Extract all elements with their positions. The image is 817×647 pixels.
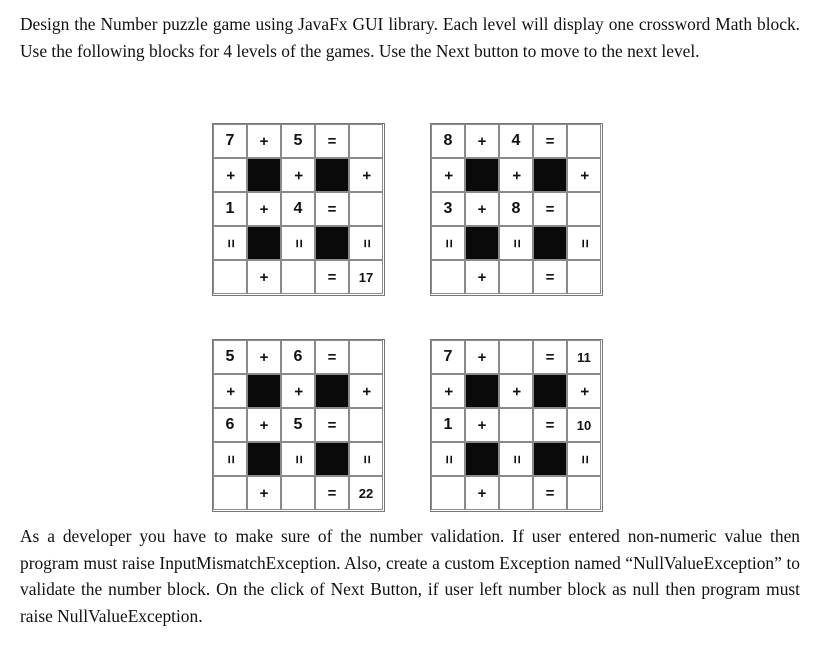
plus-cell: + — [465, 408, 499, 442]
empty-cell — [499, 408, 533, 442]
equals-cell: = — [499, 442, 533, 476]
empty-cell — [281, 476, 315, 510]
blocked-cell — [533, 226, 567, 260]
empty-cell — [281, 260, 315, 294]
number-cell: 5 — [281, 408, 315, 442]
number-cell: 11 — [567, 340, 601, 374]
empty-cell — [431, 476, 465, 510]
plus-cell: + — [247, 408, 281, 442]
number-cell: 17 — [349, 260, 383, 294]
number-cell: 1 — [431, 408, 465, 442]
empty-cell — [349, 340, 383, 374]
equals-cell: = — [213, 442, 247, 476]
empty-cell — [431, 260, 465, 294]
equals-cell: = — [315, 260, 349, 294]
equals-cell: = — [315, 340, 349, 374]
plus-cell: + — [349, 158, 383, 192]
equals-cell: = — [533, 124, 567, 158]
equals-cell: = — [431, 442, 465, 476]
puzzle-level-3 — [212, 339, 385, 512]
blocked-cell — [465, 226, 499, 260]
equals-cell: = — [567, 226, 601, 260]
plus-cell: + — [281, 374, 315, 408]
number-cell: 7 — [213, 124, 247, 158]
plus-cell: + — [213, 158, 247, 192]
empty-cell — [349, 192, 383, 226]
puzzle-level-4 — [430, 339, 603, 512]
equals-cell: = — [213, 226, 247, 260]
number-cell: 3 — [431, 192, 465, 226]
equals-cell: = — [281, 226, 315, 260]
blocked-cell — [247, 442, 281, 476]
number-cell: 8 — [499, 192, 533, 226]
equals-cell: = — [431, 226, 465, 260]
equals-cell: = — [315, 124, 349, 158]
plus-cell: + — [499, 374, 533, 408]
plus-cell: + — [465, 124, 499, 158]
number-cell: 5 — [213, 340, 247, 374]
equals-cell: = — [349, 442, 383, 476]
equals-cell: = — [281, 442, 315, 476]
blocked-cell — [465, 158, 499, 192]
plus-cell: + — [349, 374, 383, 408]
blocked-cell — [315, 374, 349, 408]
empty-cell — [567, 476, 601, 510]
number-cell: 10 — [567, 408, 601, 442]
empty-cell — [499, 340, 533, 374]
number-cell: 1 — [213, 192, 247, 226]
puzzle-level-2 — [430, 123, 603, 296]
equals-cell: = — [533, 340, 567, 374]
plus-cell: + — [499, 158, 533, 192]
plus-cell: + — [567, 374, 601, 408]
empty-cell — [499, 260, 533, 294]
equals-cell: = — [315, 192, 349, 226]
number-cell: 6 — [281, 340, 315, 374]
plus-cell: + — [431, 158, 465, 192]
empty-cell — [213, 476, 247, 510]
number-cell: 4 — [499, 124, 533, 158]
number-cell: 22 — [349, 476, 383, 510]
puzzle-level-1 — [212, 123, 385, 296]
validation-paragraph: As a developer you have to make sure of the number validation. If user entered non-numeric value then program must raise InputMismatchException. Also, create a custom Exception named “NullValueException” to validate the number block. On the click of Next Button, if user left number block as null then program must raise NullValueException. — [20, 526, 800, 626]
plus-cell: + — [281, 158, 315, 192]
empty-cell — [567, 124, 601, 158]
plus-cell: + — [247, 124, 281, 158]
blocked-cell — [533, 442, 567, 476]
empty-cell — [567, 192, 601, 226]
blocked-cell — [465, 374, 499, 408]
empty-cell — [213, 260, 247, 294]
equals-cell: = — [533, 408, 567, 442]
blocked-cell — [247, 158, 281, 192]
number-cell: 8 — [431, 124, 465, 158]
empty-cell — [499, 476, 533, 510]
plus-cell: + — [247, 260, 281, 294]
plus-cell: + — [431, 374, 465, 408]
blocked-cell — [315, 442, 349, 476]
plus-cell: + — [567, 158, 601, 192]
blocked-cell — [533, 158, 567, 192]
blocked-cell — [247, 226, 281, 260]
plus-cell: + — [247, 340, 281, 374]
plus-cell: + — [247, 476, 281, 510]
equals-cell: = — [533, 260, 567, 294]
equals-cell: = — [315, 476, 349, 510]
blocked-cell — [315, 226, 349, 260]
equals-cell: = — [533, 476, 567, 510]
plus-cell: + — [465, 476, 499, 510]
plus-cell: + — [213, 374, 247, 408]
equals-cell: = — [315, 408, 349, 442]
number-cell: 5 — [281, 124, 315, 158]
plus-cell: + — [247, 192, 281, 226]
empty-cell — [349, 124, 383, 158]
blocked-cell — [315, 158, 349, 192]
plus-cell: + — [465, 192, 499, 226]
empty-cell — [349, 408, 383, 442]
equals-cell: = — [349, 226, 383, 260]
blocked-cell — [533, 374, 567, 408]
number-cell: 4 — [281, 192, 315, 226]
intro-paragraph: Design the Number puzzle game using JavaFx GUI library. Each level will display one crossword Math block. Use the following blocks for 4 levels of the games. Use the Next button to move to the next level. — [20, 14, 800, 61]
blocked-cell — [465, 442, 499, 476]
equals-cell: = — [499, 226, 533, 260]
equals-cell: = — [533, 192, 567, 226]
number-cell: 7 — [431, 340, 465, 374]
plus-cell: + — [465, 340, 499, 374]
empty-cell — [567, 260, 601, 294]
number-cell: 6 — [213, 408, 247, 442]
blocked-cell — [247, 374, 281, 408]
equals-cell: = — [567, 442, 601, 476]
plus-cell: + — [465, 260, 499, 294]
